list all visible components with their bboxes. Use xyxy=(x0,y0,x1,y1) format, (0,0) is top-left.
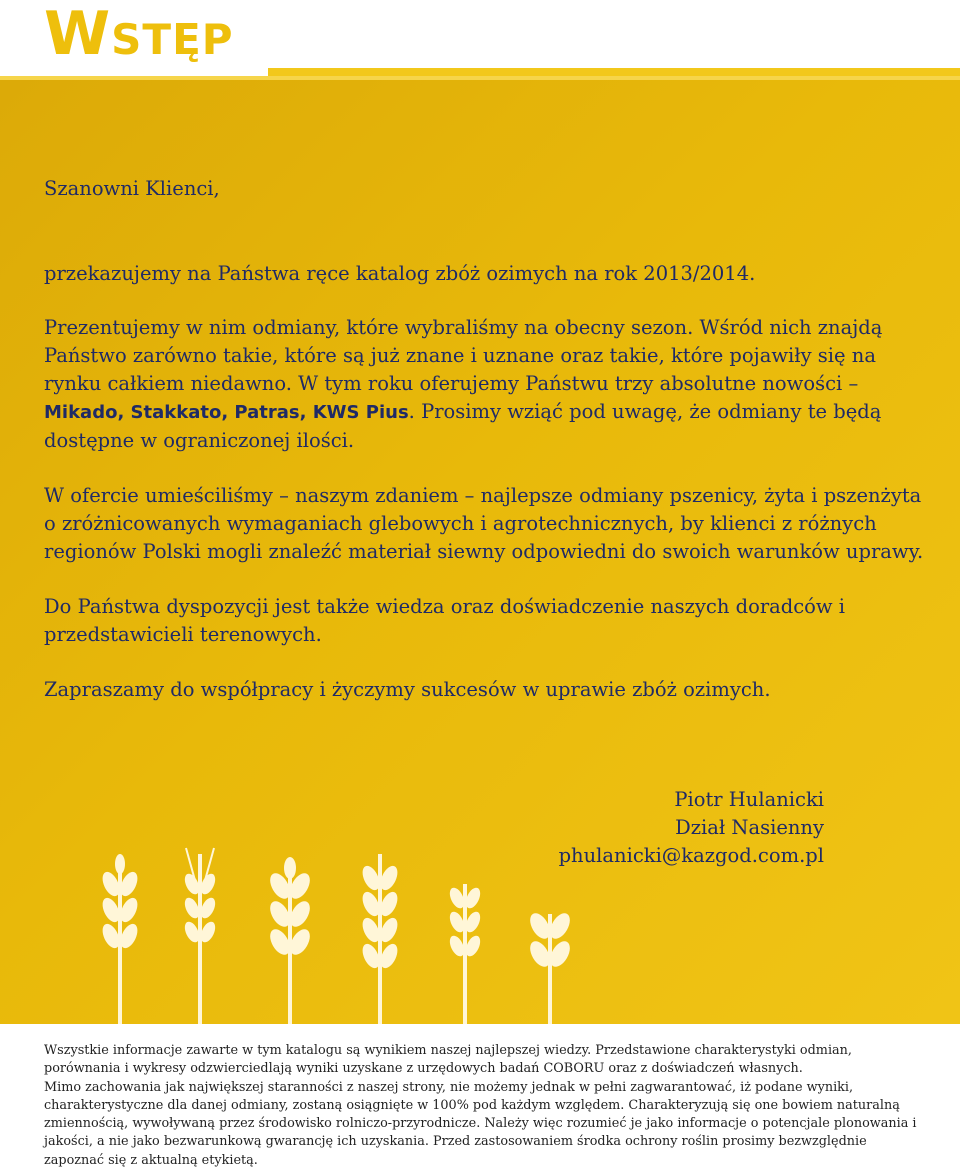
letter-panel xyxy=(0,80,960,1024)
title-rule xyxy=(268,68,960,76)
page-header xyxy=(0,0,960,70)
page-title: Wstęp xyxy=(44,0,234,69)
paragraph-offer: W ofercie umieściliśmy – naszym zdaniem – najlepsze odmiany pszenicy, żyta i pszenżyta o zróżnicowanych wymaganiach glebowych i agrotechnicznych, by klienci z różnych regionów Polski mogli znaleźć materiał siewny odpowiedni do swoich warunków uprawy. xyxy=(44,484,924,563)
paragraph-advisors: Do Państwa dyspozycji jest także wiedza oraz doświadczenie naszych doradców i przedstawicieli terenowych. xyxy=(44,595,846,646)
signature-department: Dział Nasienny xyxy=(675,816,824,839)
wheat-illustration xyxy=(80,844,640,1024)
signature-name: Piotr Hulanicki xyxy=(674,788,824,811)
paragraph-varieties xyxy=(44,314,924,455)
wheat-ear-icon xyxy=(359,854,401,1024)
wheat-ear-icon xyxy=(526,910,574,1024)
disclaimer-paragraph-1: Wszystkie informacje zawarte w tym katalogu są wynikiem naszej najlepszej wiedzy. Przedstawione charakterystyki odmian, porównania i wykresy odzwierciedlają wyniki uzyskane z urzędowych badań COBORU oraz z doświadczeń własnych. xyxy=(44,1043,852,1077)
wheat-ear-icon xyxy=(182,848,218,1024)
paragraph-varieties-part2: . Prosimy wziąć pod uwagę, że odmiany te będą dostępne w ograniczonej ilości. xyxy=(44,400,882,452)
signature-email: phulanicki@kazgod.com.pl xyxy=(558,844,824,867)
disclaimer-paragraph-2: Mimo zachowania jak największej staranności z naszej strony, nie możemy jednak w pełni zagwarantować, iż podane wyniki, charakterystyczne dla danej odmiany, zostaną osiągnięte w 100% pod każdym względem. Charakteryzują się one bowiem naturalną zmiennością, wywoływaną przez środowisko rolniczo-przyrodnicze. Należy więc rozumieć je jako informacje o potencjale plonowania i jakości, a nie jako bezwarunkową gwarancję ich uzyskania. Przed zastosowaniem środka ochrony roślin prosimy bezwzględnie zapoznać się z aktualną etykietą. xyxy=(44,1079,917,1168)
wheat-ear-icon xyxy=(99,854,141,1024)
new-varieties: Mikado, Stakkato, Patras, KWS Pius xyxy=(44,402,409,423)
paragraph-intro: przekazujemy na Państwa ręce katalog zbóż ozimych na rok 2013/2014. xyxy=(44,262,756,285)
wheat-ear-icon xyxy=(447,884,483,1024)
wheat-ear-icon xyxy=(266,857,314,1024)
paragraph-varieties-part1: Prezentujemy w nim odmiany, które wybraliśmy na obecny sezon. Wśród nich znajdą Państwo zarówno takie, które są już znane i uznane oraz takie, które pojawiły się na rynku całkiem niedawno. W tym roku oferujemy Państwu trzy absolutne nowości – xyxy=(44,316,883,395)
greeting: Szanowni Klienci, xyxy=(44,177,220,200)
paragraph-invitation: Zapraszamy do współpracy i życzymy sukcesów w uprawie zbóż ozimych. xyxy=(44,678,771,701)
disclaimer xyxy=(44,1042,924,1170)
